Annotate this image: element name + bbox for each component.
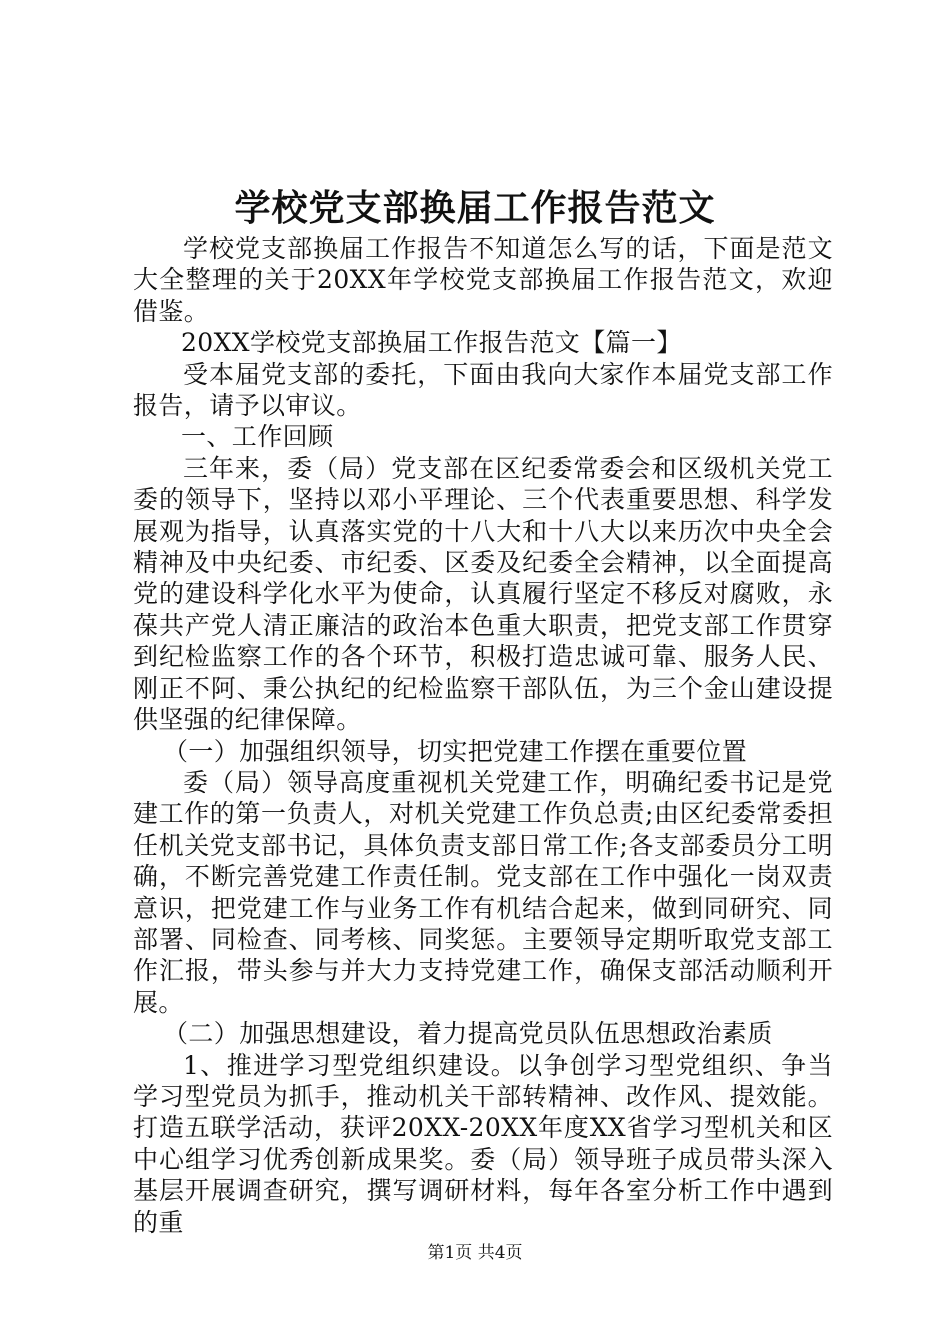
page-number-footer: 第1页 共4页 [427,1243,523,1263]
document-body [133,233,833,1238]
subheading-organization: （一）加强组织领导，切实把党建工作摆在重要位置 [163,736,748,766]
subheading-ideology: （二）加强思想建设，着力提高党员队伍思想政治素质 [163,1019,773,1049]
learning-paragraph: 1、推进学习型党组织建设。以争创学习型党组织、争当学习型党员为抓手，推动机关干部转精神、改作风、提效能。打造五联学活动，获评20XX-20XX年度XX省学习型机关和区中心组学习优秀创新成果奖。委（局）领导班子成员带头深入基层开展调查研究，撰写调研材料，每年各室分析工作中遇到的重 [133,1050,833,1237]
intro-paragraph: 学校党支部换届工作报告不知道怎么写的话，下面是范文大全整理的关于20XX年学校党支部换届工作报告范文，欢迎借鉴。 [133,234,833,326]
opening-paragraph: 受本届党支部的委托，下面由我向大家作本届党支部工作报告，请予以审议。 [133,359,833,421]
heading-work-review: 一、工作回顾 [181,422,334,452]
section-heading-part-one: 20XX学校党支部换届工作报告范文【篇一】 [181,328,682,358]
review-paragraph: 三年来，委（局）党支部在区纪委常委会和区级机关党工委的领导下，坚持以邓小平理论、三个代表重要思想、科学发展观为指导，认真落实党的十八大和十八大以来历次中央全会精神及中央纪委、市纪委、区委及纪委全会精神，以全面提高党的建设科学化水平为使命，认真履行坚定不移反对腐败，永葆共产党人清正廉洁的政治本色重大职责，把党支部工作贯穿到纪检监察工作的各个环节，积极打造忠诚可靠、服务人民、刚正不阿、秉公执纪的纪检监察干部队伍，为三个金山建设提供坚强的纪律保障。 [133,453,833,735]
organization-paragraph: 委（局）领导高度重视机关党建工作，明确纪委书记是党建工作的第一负责人，对机关党建工作负总责;由区纪委常委担任机关党支部书记，具体负责支部日常工作;各支部委员分工明确，不断完善党建工作责任制。党支部在工作中强化一岗双责意识，把党建工作与业务工作有机结合起来，做到同研究、同部署、同检查、同考核、同奖惩。主要领导定期听取党支部工作汇报，带头参与并大力支持党建工作，确保支部活动顺利开展。 [133,767,833,1017]
document-title: 学校党支部换届工作报告范文 [234,187,716,229]
